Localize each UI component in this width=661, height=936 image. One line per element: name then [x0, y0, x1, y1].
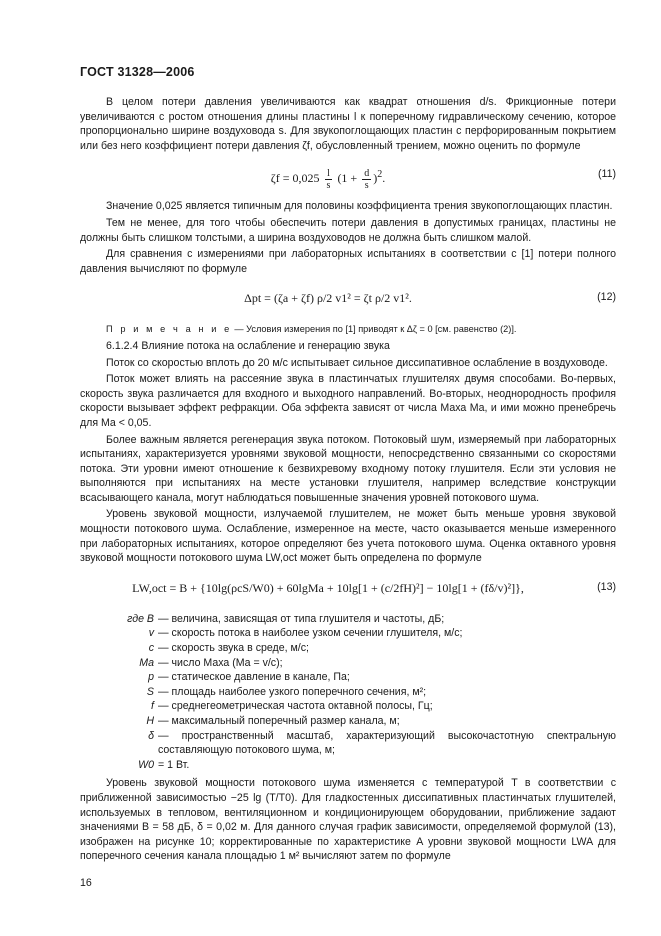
paragraph-lab-comparison: Для сравнения с измерениями при лабораторных испытаниях в соответствии с [1] потери полного давления вычисляют по формуле	[80, 248, 616, 275]
formula-13	[80, 570, 616, 606]
formula-13-number: (13)	[597, 580, 616, 593]
definition-item: Ma — число Маха (Ma = v/c);	[139, 656, 283, 669]
paragraph-pressure-loss: В целом потери давления увеличиваются как квадрат отношения d/s. Фрикционные потери увеличиваются с ростом отношения длины пластины l к поперечному гидравлическому сечению, которое пропорционально ширине воздуховода s. Для звукопоглощающих пластин с перфорированным покрытием или без него коэффициент потери давления ζf, обусловленный трением, можно оценить по формуле	[80, 96, 616, 152]
formula-11-lhs: ζf = 0,025	[270, 171, 320, 186]
formula-11-exponent: 2	[377, 169, 383, 181]
document-body	[80, 95, 616, 866]
paragraph-flow-speed: Поток со скоростью вплоть до 20 м/с испытывает сильное диссипативное ослабление в воздуховоде.	[106, 356, 608, 369]
note-text: — Условия измерения по [1] приводят к Δζ = 0 [см. равенство (2)].	[231, 324, 517, 335]
formula-11-fraction-2: $\frac{d}{s}$	[364, 168, 370, 192]
definition-item: c — скорость звука в среде, м/с;	[148, 642, 309, 655]
formula-11-number: (11)	[597, 168, 616, 181]
paragraph-regeneration: Более важным является регенерация звука потоком. Потоковый шум, измеряемый при лабораторных испытаниях, характеризуется уровнями звуковой мощности, непосредственно связанными со скоростями потока. Эти уровни имеют отношение к безвихревому входному потоку глушителя. Если эти условия не выполняются при испытаниях на месте установки глушителя, например вследствие конструкции всасывающего канала, могут наблюдаться повышенные значения уровней потокового шума.	[80, 433, 616, 504]
definition-item: W0 = 1 Вт.	[138, 758, 190, 771]
formula-12-expression: Δpt = (ζa + ζf) ρ/2 v1² = ζt ρ/2 v1².	[244, 291, 412, 306]
definition-item: v — скорость потока в наиболее узком сечении глушителя, м/с;	[148, 627, 463, 640]
paragraph-temperature: Уровень звуковой мощности потокового шума изменяется с температурой T в соответствии с приближенной зависимостью −25 lg (T/T0). Для гладкостенных диссипативных пластинчатых глушителей, используемых в тепловом, вентиляционном и кондиционирующем оборудовании, приближение задают значениями B = 58 дБ, δ = 0,02 м. Для данного случая график зависимости, определяемой формулой (13), изображен на рисунке 10; корректированные по характеристике A уровни звуковой мощности LWA для поперечного сечения канала площадью 1 м² вычисляют затем по формуле	[80, 777, 616, 863]
definition-item: H — максимальный поперечный размер канала, м;	[146, 715, 400, 727]
definition-item: где B — величина, зависящая от типа глушителя и частоты, дБ;	[127, 612, 445, 625]
definition-item: p — статическое давление в канале, Па;	[148, 671, 350, 684]
definition-item: f — среднегеометрическая частота октавной полосы, Гц;	[151, 700, 433, 713]
note	[80, 322, 616, 337]
paragraph-plate-thickness: Тем не менее, для того чтобы обеспечить потери давления в допустимых границах, пластины не должны быть слишком толстыми, а ширина воздуховодов не должна быть слишком малой.	[80, 216, 616, 244]
formula-12-number: (12)	[597, 291, 616, 304]
formula-11-fraction: $\frac{l}{s}$	[326, 168, 331, 192]
paragraph-flow-influence: Поток может влиять на рассеяние звука в пластинчатых глушителях двумя способами. Во-первых, скорость звука различается для входного и выходного направлений. Во-вторых, неоднородность профиля скорости вызывает эффект рефракции. Оба эффекта зависят от числа Маха Ma, и ими можно пренебречь для Ma < 0,05.	[80, 373, 616, 429]
formula-11: ζf = 0,025 $\frac{l}{s}$ (1 + $\frac{d}{s}$ )$^2$. (11)	[270, 168, 616, 192]
paragraph-typical-value: Значение 0,025 является типичным для половины коэффициента трения звукопоглощающих пластин.	[106, 200, 613, 213]
definition-item: δ — пространственный масштаб, характеризующий высокочастотную спектральную составляющую потокового шума, м;	[148, 729, 616, 757]
formula-11-paren-close: )	[373, 171, 378, 186]
note-label: П р и м е ч а н и е	[106, 324, 232, 335]
paragraph-sound-power: Уровень звуковой мощности, излучаемой глушителем, не может быть меньше уровня звуковой мощности потокового шума. Ослабление, измеренное на месте, часто оказывается меньше измеренного при лабораторных испытаниях, которое определяют без учета потокового шума. Оценка октавного уровня звуковой мощности потокового шума LW,oct может быть определена по формуле	[80, 508, 616, 565]
section-heading: 6.1.2.4 Влияние потока на ослабление и генерацию звука	[106, 339, 390, 352]
page-number: 16	[80, 877, 92, 889]
definitions-list	[80, 612, 616, 773]
formula-12	[80, 280, 616, 316]
document-header: ГОСТ 31328—2006	[80, 65, 195, 79]
formula-11-paren-open: (1 +	[337, 171, 358, 186]
formula-13-expression: LW,oct = B + {10lg(ρcS/W0) + 60lgMa + 10lg[1 + (c/2fH)²] − 10lg[1 + (fδ/v)²]},	[132, 580, 524, 595]
definition-item: S — площадь наиболее узкого поперечного сечения, м²;	[146, 685, 427, 698]
